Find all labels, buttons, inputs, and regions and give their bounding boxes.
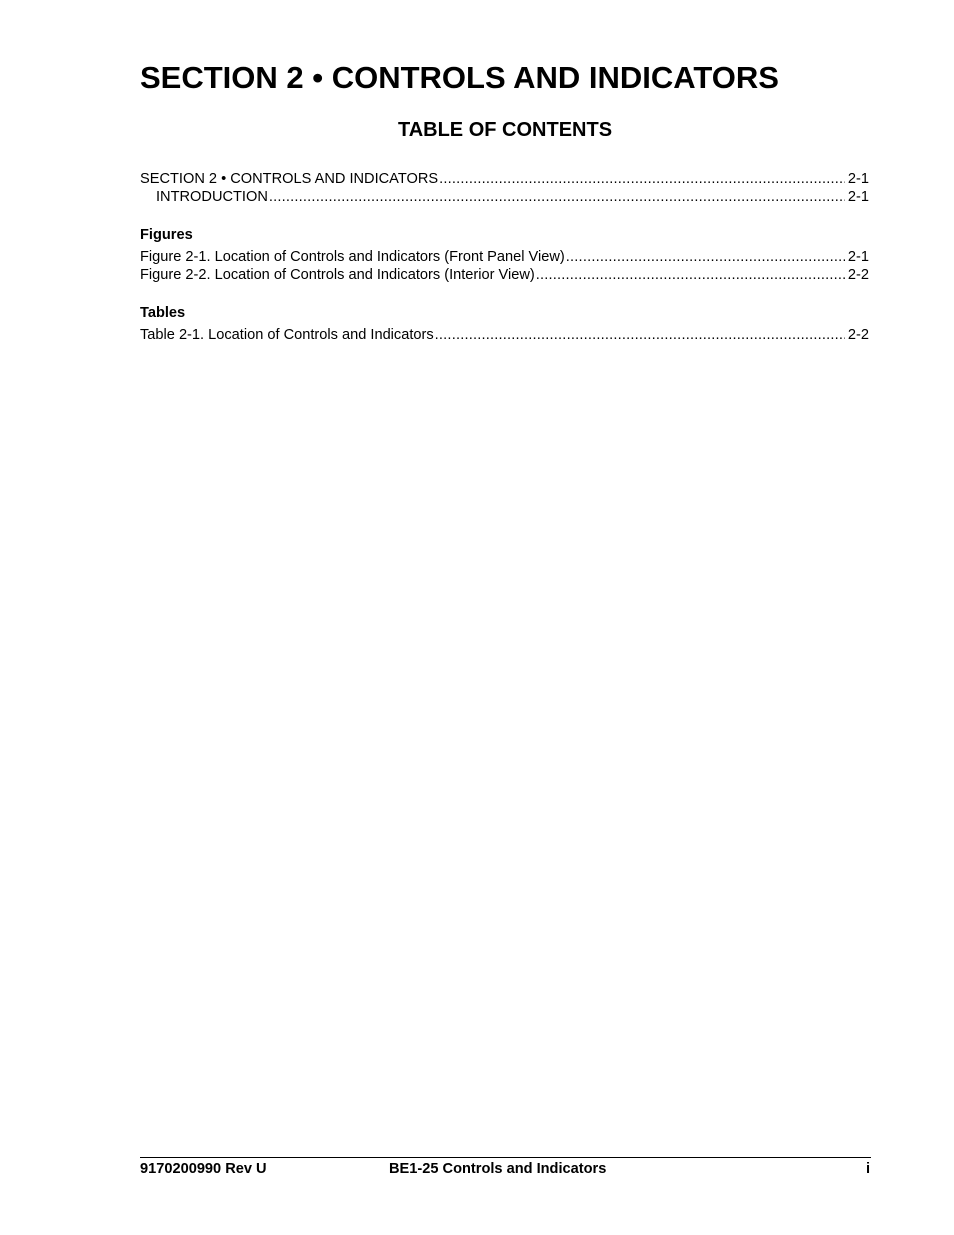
tables-heading: Tables [140,305,186,321]
toc-entry-text: INTRODUCTION [156,189,268,205]
toc-entry-text: Figure 2-2. Location of Controls and Indicators (Interior View) [140,267,535,283]
toc-entry-page: 2-1 [847,189,869,205]
figures-heading: Figures [140,227,193,243]
dot-leader [536,266,845,284]
toc-entry-table-2-1[interactable] [140,326,869,344]
footer-page-number: i [865,1161,870,1177]
dot-leader [435,326,845,344]
toc-entry-page: 2-1 [847,249,869,265]
dot-leader [566,248,845,266]
footer-doc-title: BE1-25 Controls and Indicators [389,1161,607,1177]
footer-doc-number: 9170200990 Rev U [140,1161,267,1177]
toc-entry-text: SECTION 2 • CONTROLS AND INDICATORS [140,171,439,187]
section-title: SECTION 2 • CONTROLS AND INDICATORS [140,60,779,95]
toc-entry-figure-2-1[interactable] [140,248,869,266]
toc-entry-text: Table 2-1. Location of Controls and Indicators [140,327,434,343]
toc-entry-section-2[interactable] [140,170,869,188]
toc-entry-page: 2-2 [847,327,869,343]
toc-entry-figure-2-2[interactable] [140,266,869,284]
footer-divider [140,1157,871,1158]
toc-entry-text: Figure 2-1. Location of Controls and Indicators (Front Panel View) [140,249,565,265]
toc-entry-page: 2-1 [847,171,869,187]
toc-title: TABLE OF CONTENTS [397,119,613,141]
dot-leader [439,170,845,188]
dot-leader [269,188,845,206]
toc-entry-introduction[interactable] [156,188,869,206]
toc-entry-page: 2-2 [847,267,869,283]
